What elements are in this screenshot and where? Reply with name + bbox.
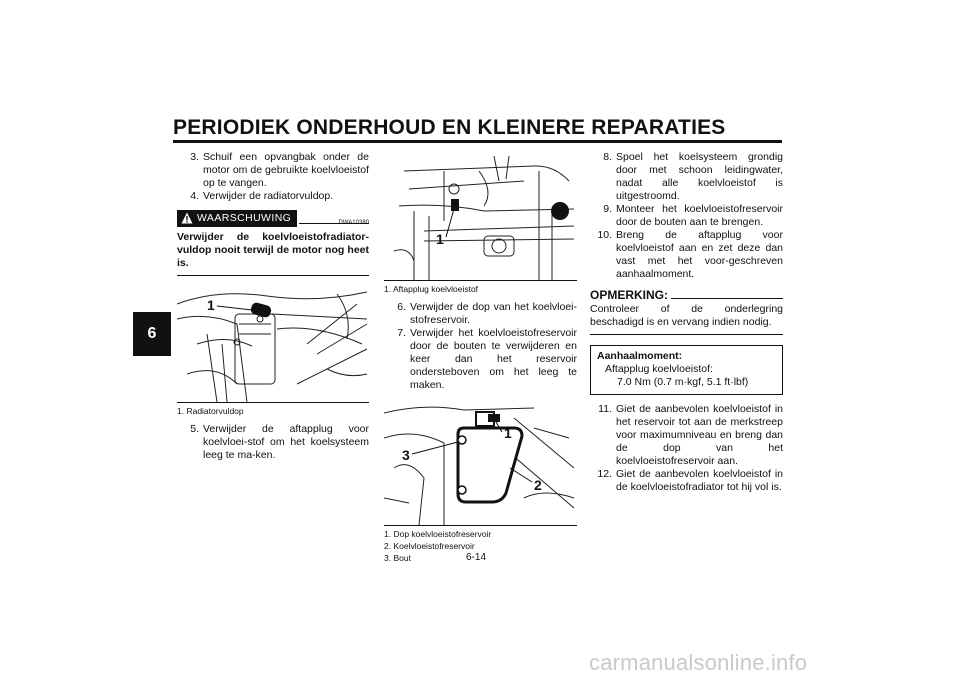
column-1 [177,151,369,462]
step-4: 4. Verwijder de radiatorvuldop. [190,190,334,202]
radiator-cap-illustration [177,284,369,402]
callout-1: 1 [436,231,444,247]
drain-plug-drawing [384,151,577,280]
spec-item: Aftapplug koelvloeistof: [605,363,713,375]
spec-value: 7.0 Nm (0.7 m·kgf, 5.1 ft·lbf) [617,376,749,388]
coolant-reservoir-drawing [384,398,577,525]
step-12: 12. Giet de aanbevolen koelvloeistof in de koelvloeistofradiator tot hij vol is. [597,468,783,493]
chapter-tab: 6 [133,312,171,356]
callout-1: 1 [207,297,215,313]
column-3 [590,151,783,494]
step-8: 8. Spoel het koelsysteem grondig door met schoon leidingwater, nadat alle koelvloeistof is uitgestroomd. [603,151,783,202]
warning-text: Verwijder de koelvloeistofradiator-vuldop nooit terwijl de motor nog heet is. [177,231,369,276]
drain-plug-illustration [384,151,577,280]
note-label: OPMERKING: [590,288,668,302]
radiator-cap-drawing [177,284,369,402]
warning-header [177,209,369,227]
step-5: 5. Verwijder de aftapplug voor koelvloei-stof om het koelsysteem leeg te ma-ken. [190,423,369,461]
watermark: carmanualsonline.info [589,650,808,675]
callout-1: 1 [504,425,512,441]
step-10: 10. Breng de aftapplug voor koelvloeistof aan en zet deze dan vast met het voor-geschreven aanhaalmoment. [597,229,783,280]
figure-caption: 1. Radiatorvuldop [177,402,369,417]
page-title: PERIODIEK ONDERHOUD EN KLEINERE REPARATIES [173,116,726,139]
warning-triangle-icon [181,212,193,224]
warning-code: DWA10380 [338,220,369,226]
torque-spec-box [590,345,783,395]
step-9: 9. Monteer het koelvloeistofreservoir door de bouten aan te brengen. [603,203,783,228]
callout-2: 2 [534,477,542,493]
step-7: 7. Verwijder het koelvloeistofreservoir door de bouten te verwijderen en keer dan het reservoir ondersteboven om het leeg te maken. [397,327,577,391]
warning-label: WAARSCHUWING [197,211,292,224]
figure-caption: 1. Dop koelvloeistofreservoir 2. Koelvloeistofreservoir 3. Bout [384,525,577,564]
header-rule [173,140,782,143]
warning-badge [177,210,297,227]
note-text: Controleer of de onderlegring beschadigd is en vervang indien nodig. [590,303,783,335]
step-6: 6. Verwijder de dop van het koelvloei-stofreservoir. [397,301,577,326]
page-number: 6-14 [466,552,487,563]
callout-3: 3 [402,447,410,463]
step-11: 11. Giet de aanbevolen koelvloeistof in het reservoir tot aan de merkstreep voor maximumniveau en breng dan de dop van het koelvloeistofreservoir aan. [598,403,783,467]
spec-title: Aanhaalmoment: [597,350,683,362]
coolant-reservoir-illustration [384,398,577,525]
step-3: 3. Schuif een opvangbak onder de motor om de gebruikte koelvloeistof op te vangen. [190,151,369,189]
figure-caption: 1. Aftapplug koelvloeistof [384,280,577,295]
column-2 [384,151,577,564]
note-header [590,289,783,302]
